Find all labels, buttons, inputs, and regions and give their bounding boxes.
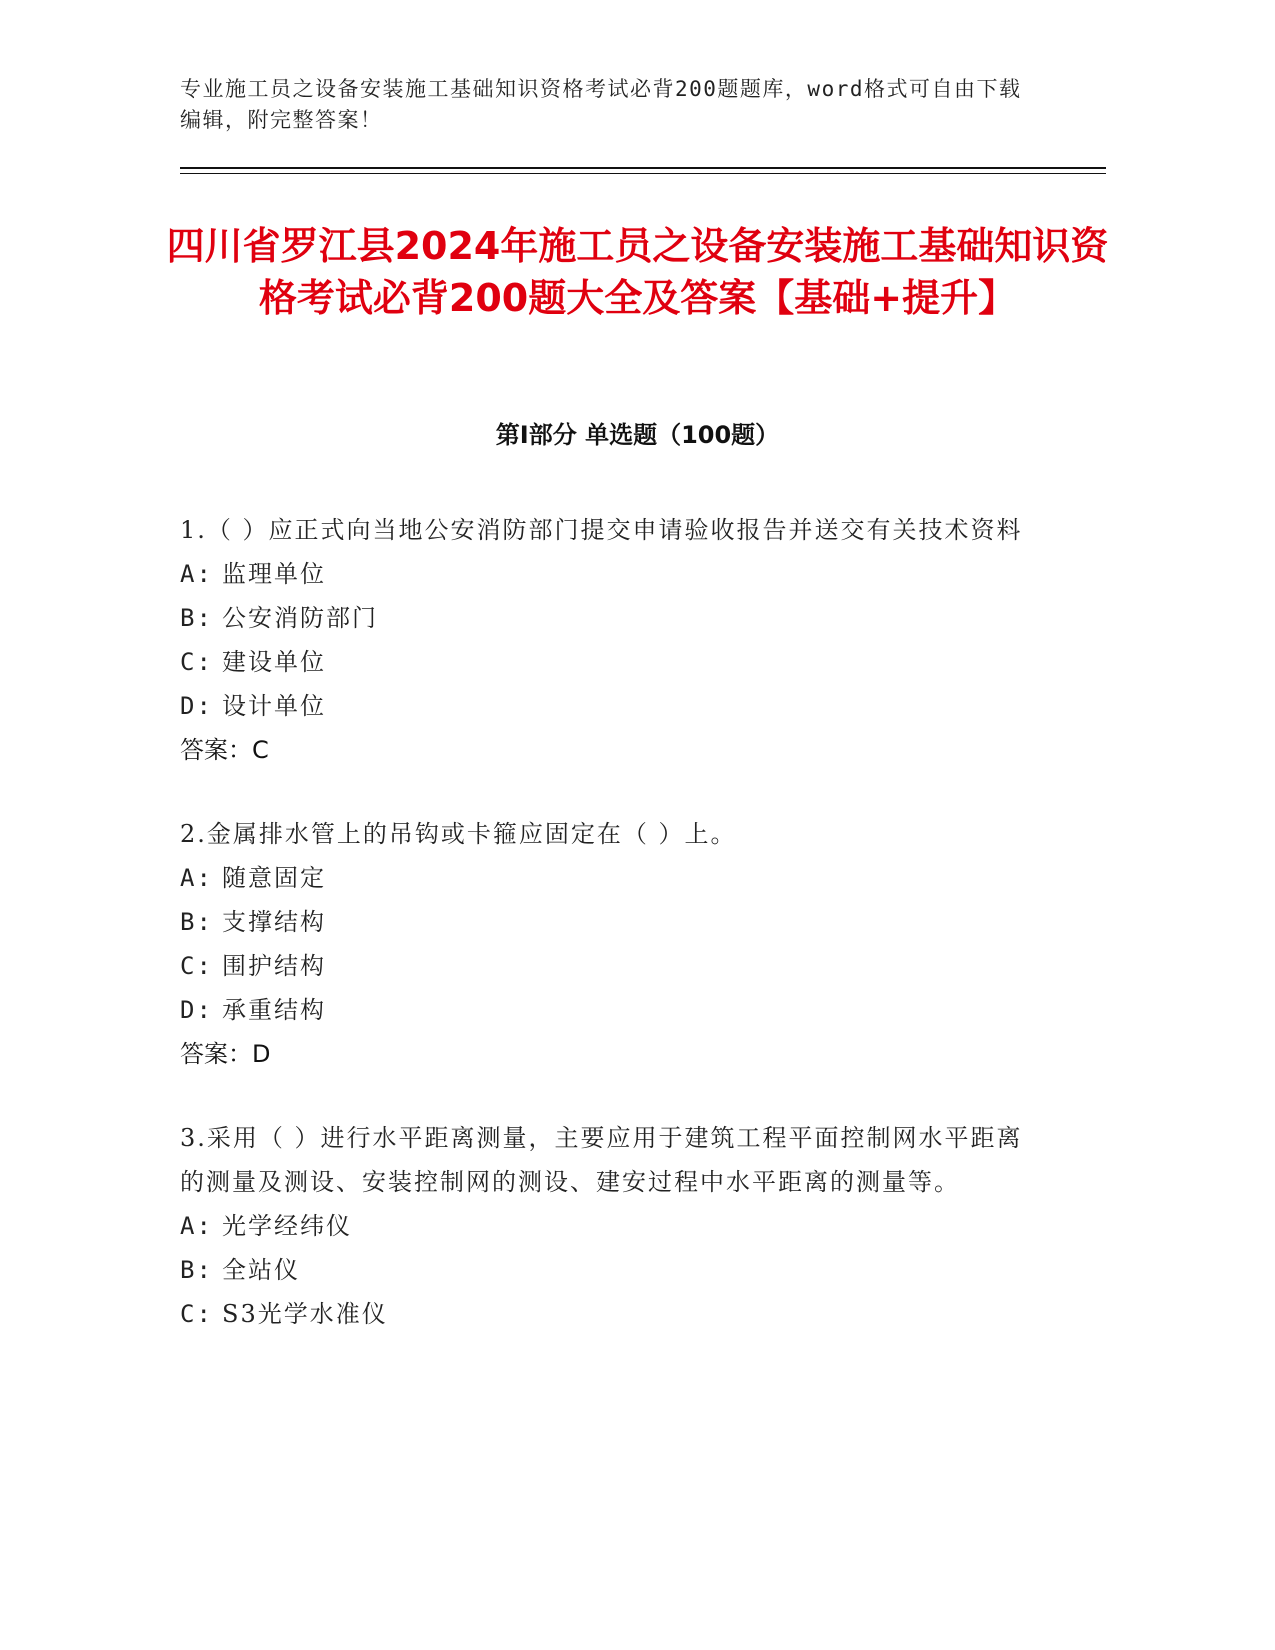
option-a <box>180 552 1040 596</box>
option-text: 全站仪 <box>222 1256 300 1284</box>
option-letter: B: <box>180 908 213 936</box>
option-letter: A: <box>180 1212 213 1240</box>
option-letter: B: <box>180 604 213 632</box>
option-b <box>180 900 1040 944</box>
option-text: 光学经纬仪 <box>222 1212 352 1240</box>
option-a <box>180 856 1040 900</box>
header-note: 专业施工员之设备安装施工基础知识资格考试必背200题题库，word格式可自由下载编辑，附完整答案！ <box>180 77 1022 132</box>
option-text: 监理单位 <box>222 560 326 588</box>
option-c <box>180 944 1040 988</box>
option-letter: A: <box>180 864 213 892</box>
option-text: 支撑结构 <box>222 908 326 936</box>
option-text: 公安消防部门 <box>222 604 378 632</box>
question-1 <box>180 508 1040 772</box>
document-title: 四川省罗江县2024年施工员之设备安装施工基础知识资格考试必背200题大全及答案【基础+提升】 <box>166 224 1109 320</box>
option-d <box>180 684 1040 728</box>
section-title: 第I部分 单选题（100题） <box>495 421 780 449</box>
option-letter: A: <box>180 560 213 588</box>
question-answer: 答案：C <box>180 736 269 764</box>
option-text: 承重结构 <box>222 996 326 1024</box>
option-b <box>180 1248 1040 1292</box>
option-b <box>180 596 1040 640</box>
option-letter: D: <box>180 692 213 720</box>
question-2 <box>180 812 1040 1076</box>
option-text: 设计单位 <box>222 692 326 720</box>
option-text: 随意固定 <box>222 864 326 892</box>
header-rule-thin <box>180 173 1106 174</box>
question-stem: 2.金属排水管上的吊钩或卡箍应固定在（ ）上。 <box>180 820 737 848</box>
header-rule-thick <box>180 167 1106 169</box>
question-stem: 1.（ ）应正式向当地公安消防部门提交申请验收报告并送交有关技术资料 <box>180 516 1023 544</box>
option-text: S3光学水准仪 <box>222 1300 388 1328</box>
option-letter: C: <box>180 648 213 676</box>
question-3 <box>180 1116 1040 1336</box>
option-letter: C: <box>180 1300 213 1328</box>
question-stem: 3.采用（ ）进行水平距离测量，主要应用于建筑工程平面控制网水平距离的测量及测设、安装控制网的测设、建安过程中水平距离的测量等。 <box>180 1124 1023 1196</box>
option-c <box>180 640 1040 684</box>
question-answer: 答案：D <box>180 1040 271 1068</box>
option-letter: B: <box>180 1256 213 1284</box>
option-text: 围护结构 <box>222 952 326 980</box>
option-letter: C: <box>180 952 213 980</box>
option-c <box>180 1292 1040 1336</box>
option-letter: D: <box>180 996 213 1024</box>
question-list <box>180 508 1040 1376</box>
option-text: 建设单位 <box>222 648 326 676</box>
option-d <box>180 988 1040 1032</box>
option-a <box>180 1204 1040 1248</box>
